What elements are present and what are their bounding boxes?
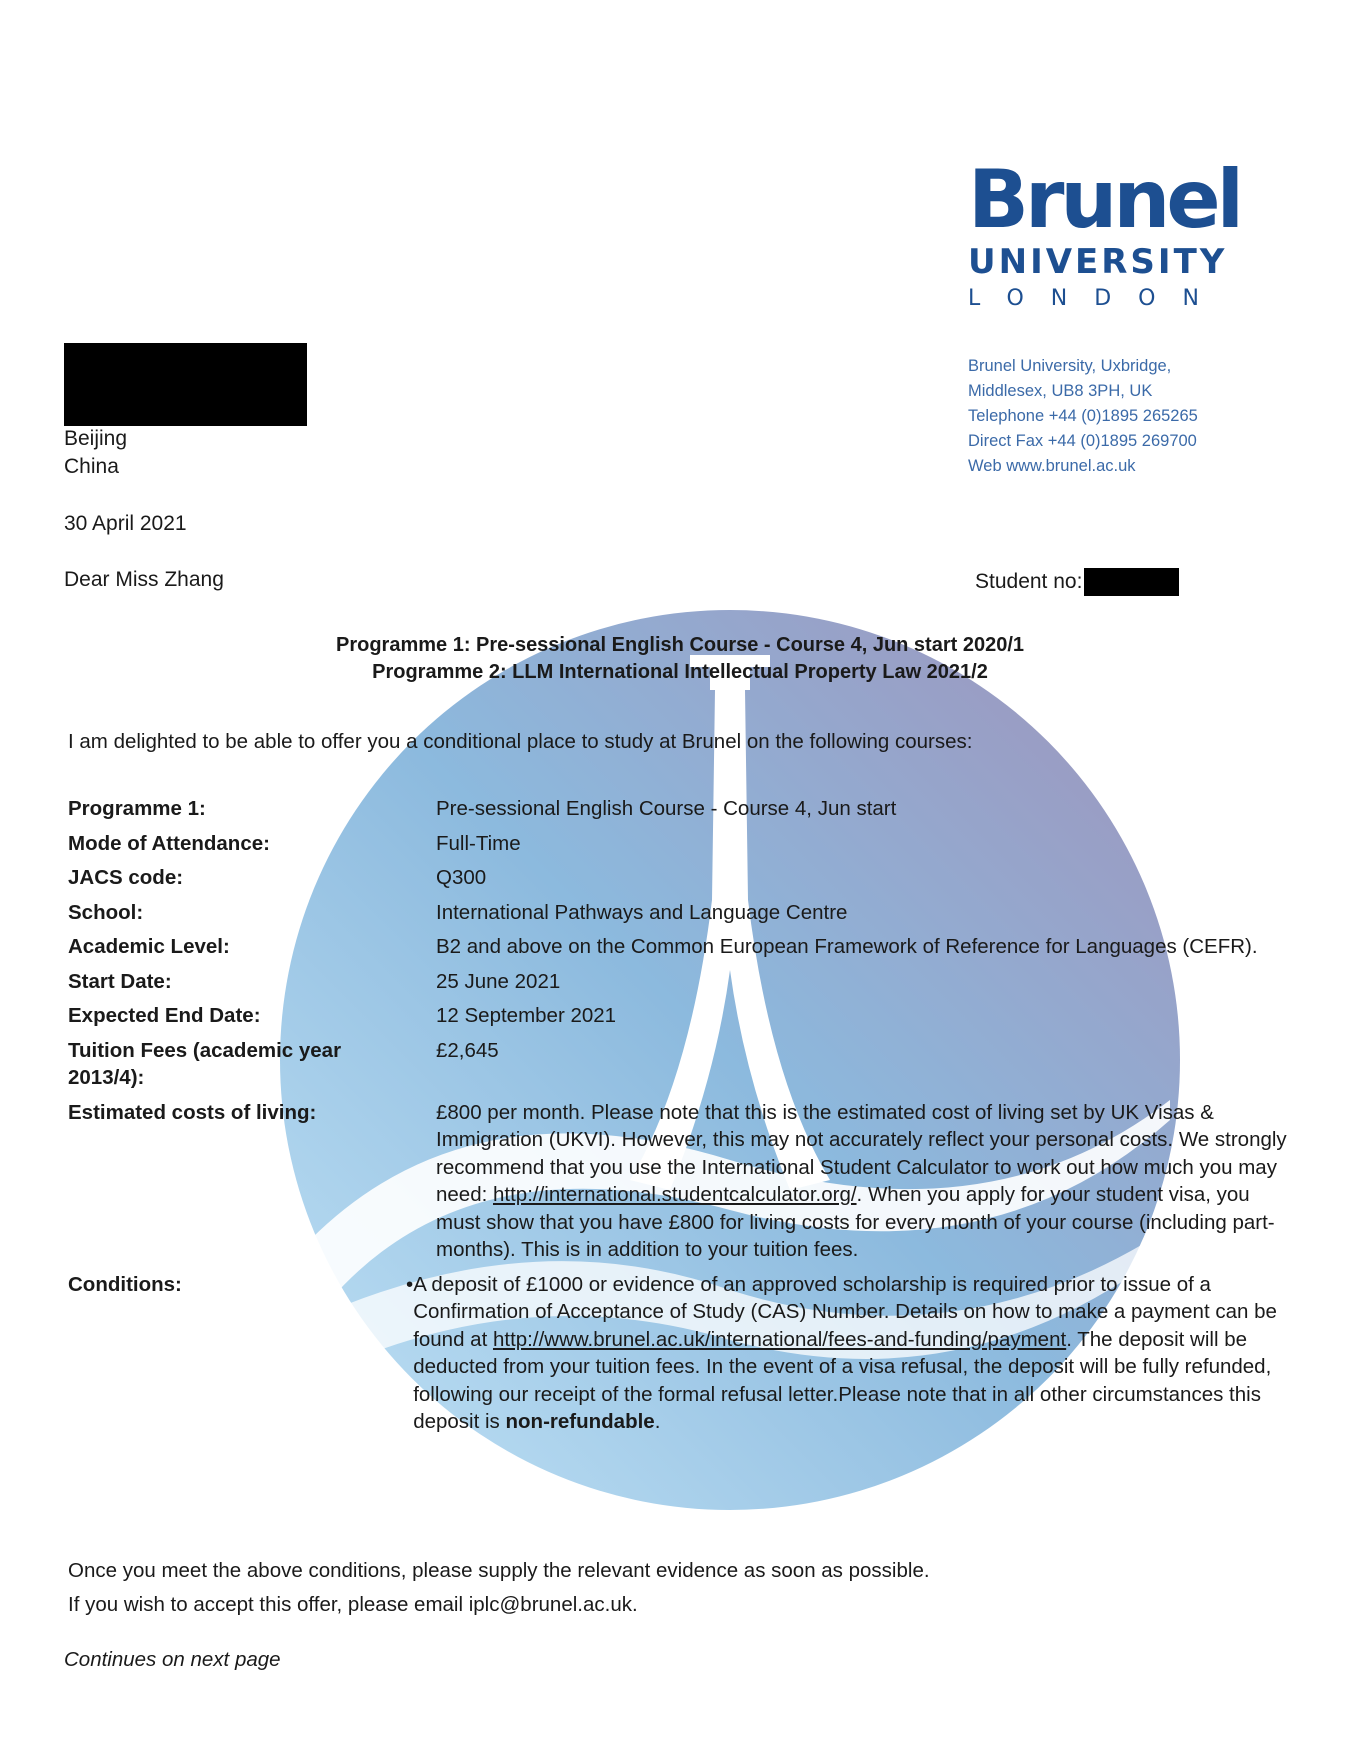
brunel-logo xyxy=(968,153,1241,314)
detail-value: Pre-sessional English Course - Course 4, Jun start xyxy=(436,797,897,820)
offer-details xyxy=(68,795,1298,1443)
detail-label: School: xyxy=(68,900,144,924)
detail-row xyxy=(68,968,1298,996)
recipient-address xyxy=(64,425,127,481)
detail-row xyxy=(68,1002,1298,1030)
living-costs-value xyxy=(436,1099,1298,1264)
detail-value: Q300 xyxy=(436,866,487,889)
condition-item xyxy=(413,1271,1298,1436)
address-line2: Middlesex, UB8 3PH, UK xyxy=(968,382,1153,400)
student-calculator-link[interactable]: http://international.studentcalculator.org/ xyxy=(493,1183,857,1206)
detail-value: International Pathways and Language Centre xyxy=(436,900,848,924)
conditions-row xyxy=(68,1271,1298,1436)
detail-row xyxy=(68,899,1298,927)
fees-payment-link[interactable]: http://www.brunel.ac.uk/international/fees-and-funding/payment xyxy=(492,1327,1067,1351)
condition-text-before: A deposit of £1000 or evidence of an approved scholarship is required prior to issue of a Confirmation of Acceptance of Study (CAS) Number. Details on how to make a payment can be found at xyxy=(413,1272,1277,1351)
logo-london-text: LONDON xyxy=(968,286,1226,311)
programmes-heading xyxy=(100,632,1260,686)
redacted-student-number xyxy=(1084,568,1179,596)
redacted-name-block xyxy=(64,343,307,426)
detail-row xyxy=(68,795,1298,823)
detail-label: Programme 1: xyxy=(68,797,206,820)
conditions-label: Conditions: xyxy=(68,1272,182,1296)
detail-row xyxy=(68,1037,1298,1092)
condition-non-refundable: non-refundable xyxy=(505,1410,655,1433)
detail-label: Academic Level: xyxy=(68,935,230,958)
detail-row xyxy=(68,933,1298,961)
living-costs-label: Estimated costs of living: xyxy=(68,1100,317,1124)
detail-value: 12 September 2021 xyxy=(436,1004,617,1027)
recipient-city: Beijing xyxy=(64,427,128,450)
continues-note: Continues on next page xyxy=(64,1648,281,1671)
logo-brunel-text: Brunel xyxy=(968,153,1241,246)
address-web: Web www.brunel.ac.uk xyxy=(968,457,1136,475)
recipient-country: China xyxy=(64,455,119,478)
detail-label: Mode of Attendance: xyxy=(68,831,270,855)
letter-date: 30 April 2021 xyxy=(64,512,187,535)
university-address xyxy=(968,354,1198,479)
detail-value: £2,645 xyxy=(436,1038,499,1062)
conditions-value xyxy=(406,1271,1298,1436)
detail-row xyxy=(68,830,1298,858)
closing-line-1: Once you meet the above conditions, please supply the relevant evidence as soon as possible. xyxy=(68,1559,930,1582)
offer-intro: I am delighted to be able to offer you a conditional place to study at Brunel on the following courses: xyxy=(68,730,973,753)
detail-value: B2 and above on the Common European Framework of Reference for Languages (CEFR). xyxy=(436,935,1258,958)
detail-row xyxy=(68,864,1298,892)
detail-value: Full-Time xyxy=(436,831,521,855)
bullet-icon: • xyxy=(406,1272,414,1296)
living-text-before: £800 per month. Please note that this is the estimated cost of living set by UK Visas & Immigration (UKVI). However, this may not accurately reflect your personal costs. We strongly recommend that you use the International Student Calculator to work out how much you may need: xyxy=(436,1100,1287,1206)
condition-text-middle: . The deposit will be deducted from your tuition fees. In the event of a visa refusal, the deposit will be fully refunded, following our receipt of the formal refusal letter.Please note that in all other circumstances this deposit is xyxy=(413,1327,1272,1433)
programme-1-heading: Programme 1: Pre-sessional English Course - Course 4, Jun start 2020/1 xyxy=(335,634,1025,656)
programme-2-heading: Programme 2: LLM International Intellectual Property Law 2021/2 xyxy=(372,661,988,683)
logo-university-text: UNIVERSITY xyxy=(968,242,1228,282)
condition-text-end: . xyxy=(654,1410,661,1433)
address-fax: Direct Fax +44 (0)1895 269700 xyxy=(968,432,1197,450)
detail-value: 25 June 2021 xyxy=(436,969,561,993)
address-telephone: Telephone +44 (0)1895 265265 xyxy=(968,407,1198,425)
student-number xyxy=(975,568,1179,596)
student-no-label: Student no: xyxy=(975,570,1083,593)
detail-label: Expected End Date: xyxy=(68,1004,261,1027)
closing-line-2: If you wish to accept this offer, please email iplc@brunel.ac.uk. xyxy=(68,1593,638,1616)
living-costs-row xyxy=(68,1099,1298,1264)
detail-label: Start Date: xyxy=(68,969,172,993)
detail-label: JACS code: xyxy=(68,866,184,889)
closing-text xyxy=(68,1554,930,1622)
salutation: Dear Miss Zhang xyxy=(64,568,224,591)
living-text-after: . When you apply for your student visa, you must show that you have £800 for living costs for every month of your course (including part-months). This is in addition to your tuition fees. xyxy=(436,1183,1275,1261)
detail-label: Tuition Fees (academic year 2013/4): xyxy=(68,1038,342,1089)
address-line1: Brunel University, Uxbridge, xyxy=(968,357,1172,375)
